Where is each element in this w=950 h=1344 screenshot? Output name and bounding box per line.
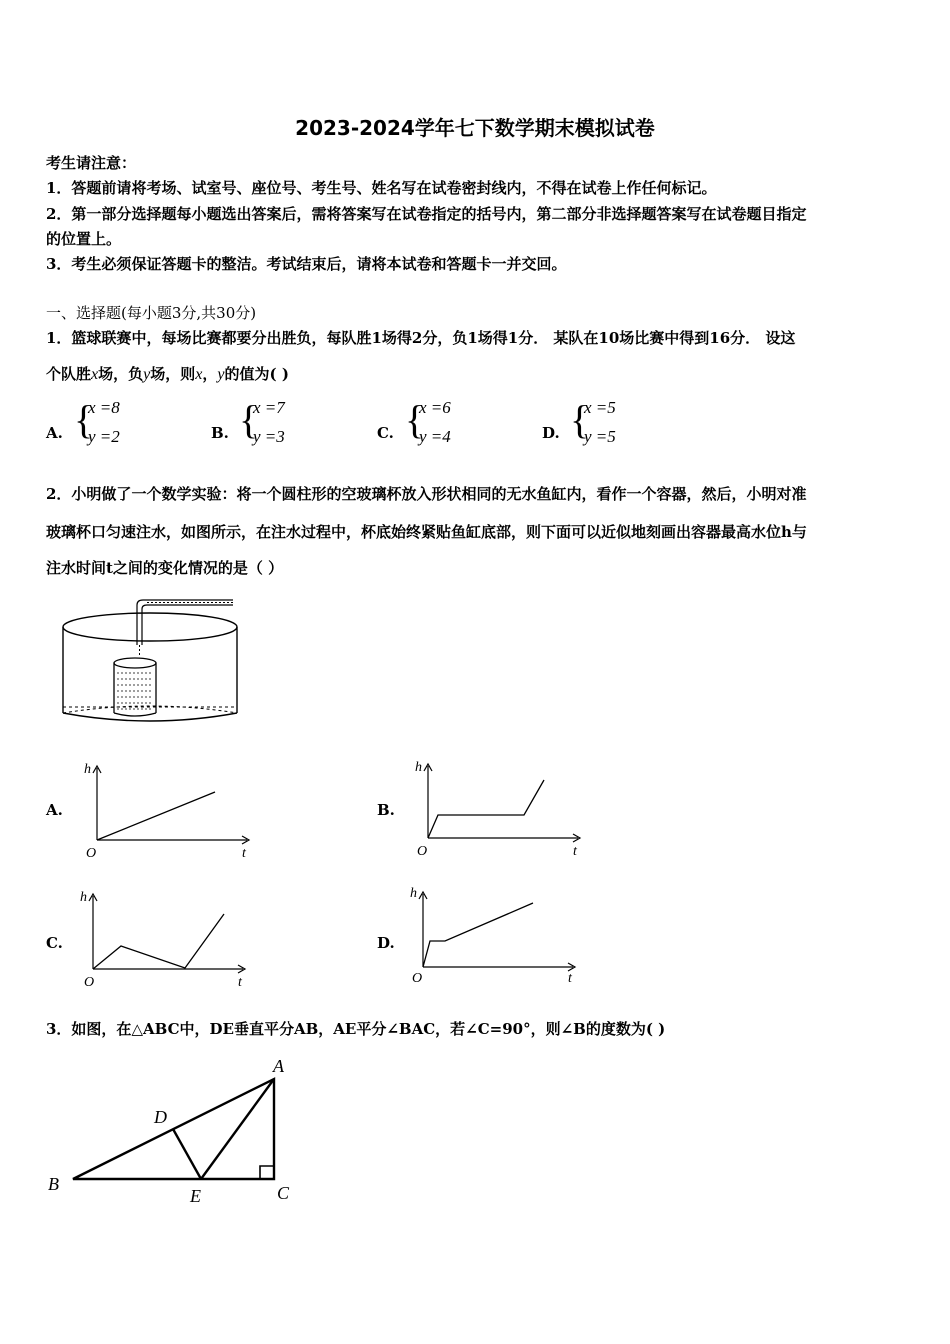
x-axis-label: t [568,971,572,986]
q1-option-b[interactable] [211,396,371,452]
q1-option-d-eq1: x =5 [584,398,616,417]
brace-icon: { [74,397,94,442]
point-b-label: B [48,1174,59,1194]
q1-option-c-eq1: x =6 [419,398,451,417]
notice-item-1: 1．答题前请将考场、试室号、座位号、考生号、姓名写在试卷密封线内，不得在试卷上作任何标记。 [46,179,717,197]
right-angle-marker [260,1166,274,1179]
segment-de [173,1129,201,1179]
origin-label: O [84,975,95,990]
q1-option-c-eq2: y =4 [419,427,451,446]
q1-text-1: 个队胜 [46,365,92,383]
notice-item-2: 2．第一部分选择题每小题选出答案后，需将答案写在试卷指定的括号内，第二部分非选择题答案写在试卷题目指定 [46,205,807,223]
segment-ae [201,1079,274,1179]
q1-option-d-label: D. [542,424,560,442]
notice-item-3: 3．考生必须保证答题卡的整洁。考试结束后，请将本试卷和答题卡一并交回。 [46,255,567,273]
q2-option-b-graph[interactable] [413,758,593,858]
origin-label: O [412,971,423,986]
q2-line-2: 玻璃杯口匀速注水，如图所示，在注水过程中，杯底始终紧贴鱼缸底部，则下面可以近似地刻画出容器最高水位h与 [46,523,807,541]
section-heading: 一、选择题(每小题3分,共30分) [46,304,257,322]
y-axis-label: h [410,886,417,901]
y-axis-label: h [80,890,87,905]
point-d-label: D [154,1107,167,1127]
notice-item-2-cont: 的位置上。 [46,230,122,248]
q1-text-5: 的值为( ) [224,365,289,383]
point-a-label: A [273,1056,284,1076]
q1-text-2: 场，负 [98,365,144,383]
q1-var-y: y [143,366,151,383]
q2-option-d-graph[interactable] [408,886,588,986]
q2-option-c-graph[interactable] [78,888,258,988]
origin-label: O [417,844,428,859]
q2-line-1: 2．小明做了一个数学实验：将一个圆柱形的空玻璃杯放入形状相同的无水鱼缸内，看作一个容器，然后，小明对准 [46,485,807,503]
q2-option-c-label[interactable]: C. [46,934,63,952]
q1-line-1: 1．篮球联赛中，每场比赛都要分出胜负，每队胜1场得2分，负1场得1分． 某队在10场比赛中得到16分． 设这 [46,329,796,347]
q2-option-a-graph[interactable] [82,760,262,860]
point-c-label: C [277,1183,290,1203]
q2-option-d-label[interactable]: D. [377,934,395,952]
triangle-figure [40,1050,310,1210]
origin-label: O [86,846,97,861]
brace-icon: { [405,397,425,442]
q2-line-3: 注水时间t之间的变化情况的是（ ） [46,559,284,577]
q1-option-d-eq2: y =5 [584,427,616,446]
x-axis-label: t [573,844,577,859]
q1-option-b-eq2: y =3 [253,427,285,446]
water-level-curve [93,914,224,969]
y-axis-label: h [415,760,422,775]
notice-heading: 考生请注意： [46,154,137,172]
x-axis-label: t [238,975,242,990]
water-level-curve [423,903,533,967]
q3-line-1: 3．如图，在△ABC中，DE垂直平分AB，AE平分∠BAC，若∠C=90°，则∠B的度数为( ) [46,1020,666,1038]
q1-var-x2: x [195,366,203,383]
q1-option-a-label: A. [46,424,63,442]
q1-var-y2: y [217,366,225,383]
q1-option-d[interactable] [542,396,702,452]
q1-option-a[interactable] [46,396,206,452]
water-level-curve [428,780,544,838]
y-axis-label: h [84,762,91,777]
brace-icon: { [239,397,259,442]
brace-icon: { [570,397,590,442]
q2-option-b-label[interactable]: B. [377,801,395,819]
q1-option-c[interactable] [377,396,537,452]
q1-option-a-eq1: x =8 [88,398,120,417]
point-e-label: E [190,1186,201,1206]
page-title: 2023-2024学年七下数学期末模拟试卷 [295,116,655,140]
q1-var-x: x [91,366,99,383]
fish-tank-figure [55,595,245,730]
q1-text-4: ， [202,365,218,383]
x-axis-label: t [242,846,246,861]
water-level-curve [97,792,215,840]
q1-line-2 [46,363,289,384]
q1-option-a-eq2: y =2 [88,427,120,446]
q1-option-c-label: C. [377,424,394,442]
q1-text-3: 场，则 [150,365,196,383]
q1-option-b-label: B. [211,424,229,442]
q1-option-b-eq1: x =7 [253,398,285,417]
q2-option-a-label[interactable]: A. [46,801,63,819]
